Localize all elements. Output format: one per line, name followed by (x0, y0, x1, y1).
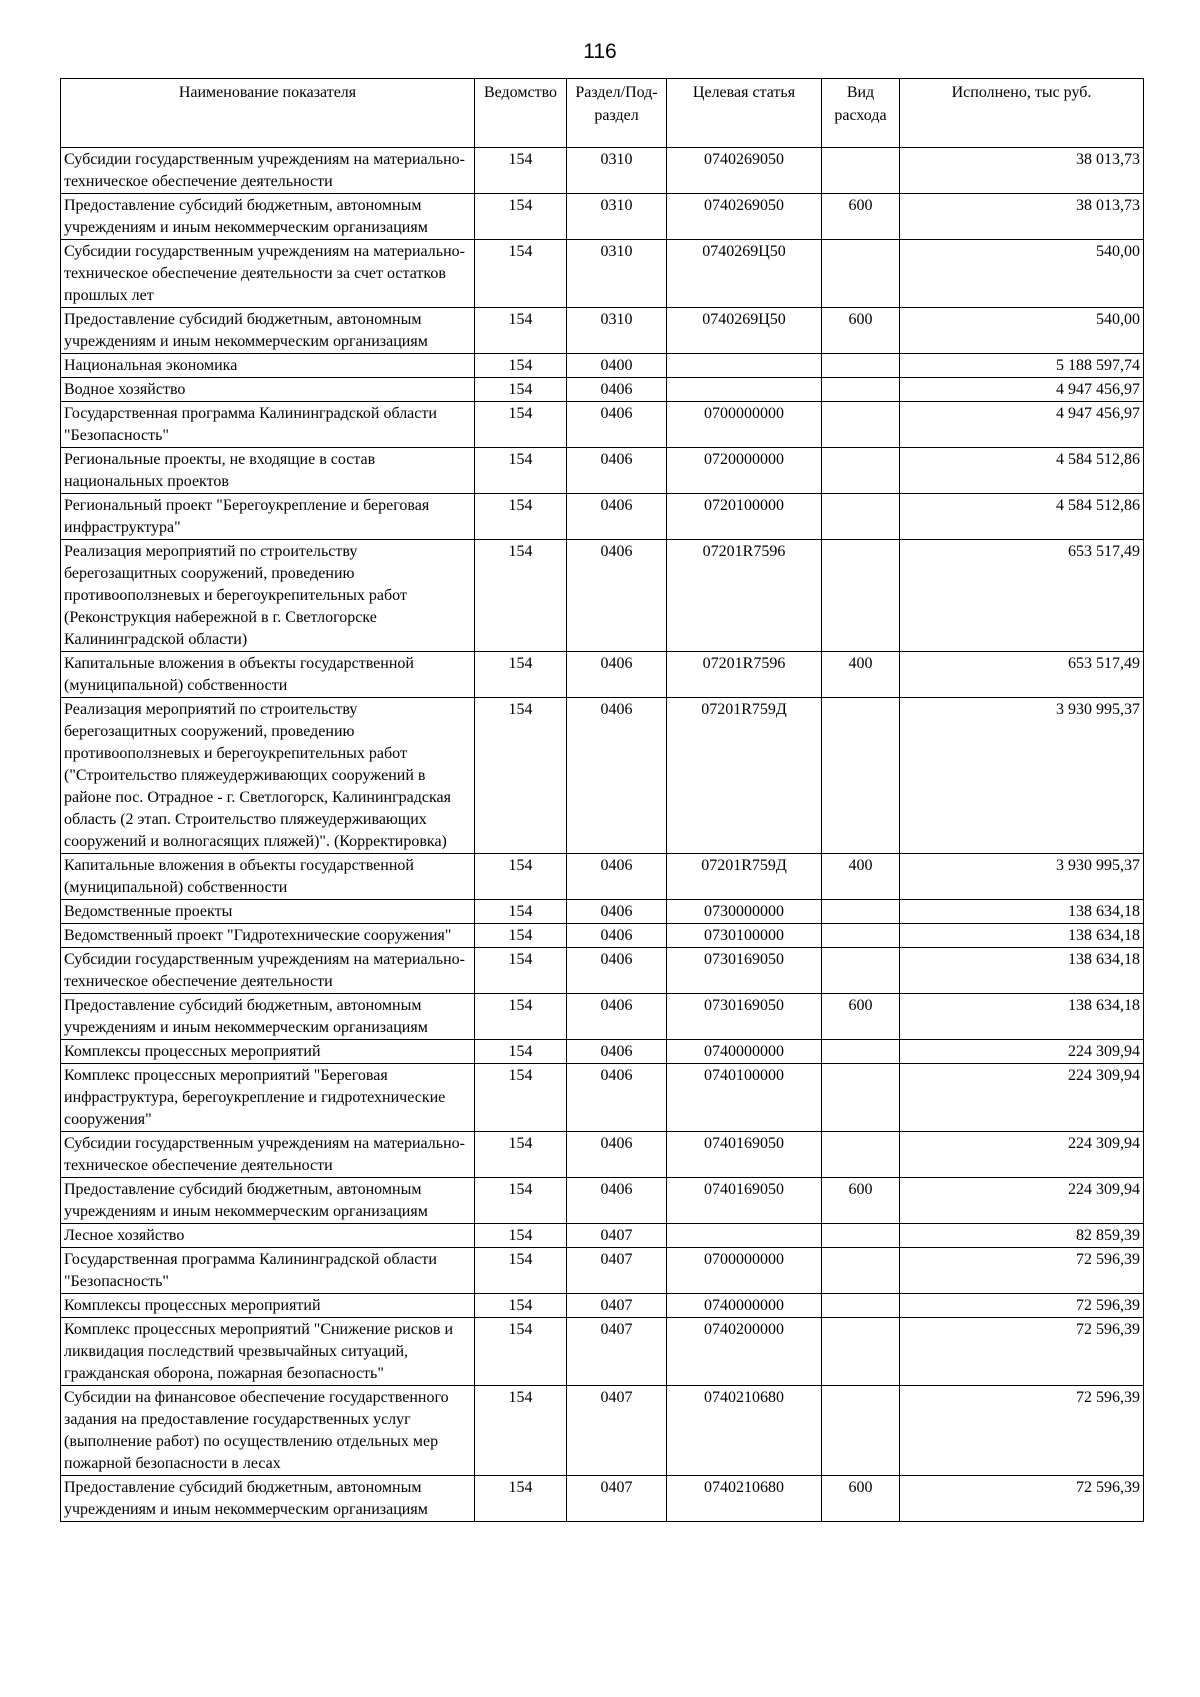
cell-type (822, 948, 900, 994)
cell-name: Ведомственные проекты (61, 900, 475, 924)
cell-section: 0406 (567, 994, 667, 1040)
cell-dept: 154 (475, 948, 567, 994)
cell-section: 0406 (567, 1178, 667, 1224)
table-row (61, 994, 1144, 1040)
cell-article: 0720100000 (667, 494, 822, 540)
cell-section: 0406 (567, 540, 667, 652)
cell-section: 0406 (567, 698, 667, 854)
cell-name: Субсидии на финансовое обеспечение государственного задания на предоставление государственных услуг (выполнение работ) по осуществлению отдельных мер пожарной безопасности в лесах (61, 1386, 475, 1476)
cell-type: 600 (822, 1476, 900, 1522)
cell-name: Субсидии государственным учреждениям на материально-техническое обеспечение деятельности (61, 1132, 475, 1178)
cell-dept: 154 (475, 1248, 567, 1294)
cell-name: Предоставление субсидий бюджетным, автономным учреждениям и иным некоммерческим организациям (61, 308, 475, 354)
cell-amount: 224 309,94 (900, 1064, 1144, 1132)
cell-name: Государственная программа Калининградской области "Безопасность" (61, 1248, 475, 1294)
cell-name: Предоставление субсидий бюджетным, автономным учреждениям и иным некоммерческим организациям (61, 994, 475, 1040)
cell-type (822, 448, 900, 494)
table-row (61, 1040, 1144, 1064)
cell-article: 0730000000 (667, 900, 822, 924)
cell-article: 0740269Ц50 (667, 308, 822, 354)
cell-dept: 154 (475, 378, 567, 402)
budget-table (60, 78, 1144, 1522)
cell-name: Комплекс процессных мероприятий "Береговая инфраструктура, берегоукрепление и гидротехнические сооружения" (61, 1064, 475, 1132)
cell-dept: 154 (475, 1294, 567, 1318)
cell-section: 0406 (567, 900, 667, 924)
cell-amount: 540,00 (900, 308, 1144, 354)
cell-dept: 154 (475, 652, 567, 698)
cell-name: Водное хозяйство (61, 378, 475, 402)
cell-section: 0407 (567, 1476, 667, 1522)
header-section: Раздел/Под-раздел (567, 79, 667, 148)
cell-article: 07201R759Д (667, 698, 822, 854)
table-row (61, 652, 1144, 698)
cell-type (822, 1386, 900, 1476)
cell-amount: 138 634,18 (900, 924, 1144, 948)
cell-amount: 4 584 512,86 (900, 494, 1144, 540)
cell-article: 0720000000 (667, 448, 822, 494)
cell-amount: 72 596,39 (900, 1386, 1144, 1476)
table-row (61, 1248, 1144, 1294)
cell-type (822, 900, 900, 924)
table-row (61, 240, 1144, 308)
cell-article: 0740100000 (667, 1064, 822, 1132)
header-name: Наименование показателя (61, 79, 475, 148)
header-article: Целевая статья (667, 79, 822, 148)
cell-section: 0400 (567, 354, 667, 378)
cell-dept: 154 (475, 1132, 567, 1178)
cell-section: 0310 (567, 148, 667, 194)
cell-name: Капитальные вложения в объекты государственной (муниципальной) собственности (61, 652, 475, 698)
table-row (61, 378, 1144, 402)
cell-type (822, 1132, 900, 1178)
table-row (61, 354, 1144, 378)
table-row (61, 1178, 1144, 1224)
cell-article: 0740000000 (667, 1294, 822, 1318)
cell-section: 0310 (567, 240, 667, 308)
cell-article: 0730100000 (667, 924, 822, 948)
cell-amount: 224 309,94 (900, 1132, 1144, 1178)
cell-name: Субсидии государственным учреждениям на материально-техническое обеспечение деятельности за счет остатков прошлых лет (61, 240, 475, 308)
cell-type (822, 1040, 900, 1064)
cell-name: Реализация мероприятий по строительству берегозащитных сооружений, проведению противооползневых и берегоукрепительных работ ("Строительство пляжеудерживающих сооружений в районе пос. Отрадное - г. Светлогорск, Калининградская область (2 этап. Строительство пляжеудерживающих сооружений и волногасящих пляжей)". (Корректировка) (61, 698, 475, 854)
cell-section: 0406 (567, 1064, 667, 1132)
cell-amount: 82 859,39 (900, 1224, 1144, 1248)
cell-amount: 72 596,39 (900, 1294, 1144, 1318)
cell-section: 0407 (567, 1224, 667, 1248)
cell-article: 0740210680 (667, 1476, 822, 1522)
cell-amount: 224 309,94 (900, 1178, 1144, 1224)
cell-amount: 4 947 456,97 (900, 402, 1144, 448)
table-row (61, 540, 1144, 652)
cell-section: 0406 (567, 854, 667, 900)
cell-article: 0740169050 (667, 1132, 822, 1178)
header-amount: Исполнено, тыс руб. (900, 79, 1144, 148)
cell-dept: 154 (475, 540, 567, 652)
cell-section: 0406 (567, 448, 667, 494)
cell-name: Лесное хозяйство (61, 1224, 475, 1248)
table-row (61, 1064, 1144, 1132)
table-row (61, 148, 1144, 194)
cell-amount: 138 634,18 (900, 994, 1144, 1040)
cell-section: 0407 (567, 1294, 667, 1318)
cell-type (822, 698, 900, 854)
cell-amount: 653 517,49 (900, 652, 1144, 698)
cell-amount: 5 188 597,74 (900, 354, 1144, 378)
cell-section: 0406 (567, 652, 667, 698)
cell-dept: 154 (475, 148, 567, 194)
cell-section: 0406 (567, 1040, 667, 1064)
cell-dept: 154 (475, 854, 567, 900)
cell-article: 0730169050 (667, 948, 822, 994)
cell-section: 0406 (567, 402, 667, 448)
cell-dept: 154 (475, 1040, 567, 1064)
cell-name: Предоставление субсидий бюджетным, автономным учреждениям и иным некоммерческим организациям (61, 1476, 475, 1522)
cell-name: Субсидии государственным учреждениям на материально-техническое обеспечение деятельности (61, 148, 475, 194)
cell-section: 0406 (567, 924, 667, 948)
cell-type: 400 (822, 854, 900, 900)
cell-dept: 154 (475, 194, 567, 240)
cell-article: 0740200000 (667, 1318, 822, 1386)
table-row (61, 1386, 1144, 1476)
page-number: 116 (583, 40, 617, 63)
table-row (61, 948, 1144, 994)
cell-type (822, 924, 900, 948)
cell-amount: 72 596,39 (900, 1318, 1144, 1386)
cell-type (822, 402, 900, 448)
cell-dept: 154 (475, 1318, 567, 1386)
cell-amount: 72 596,39 (900, 1476, 1144, 1522)
cell-dept: 154 (475, 494, 567, 540)
cell-dept: 154 (475, 1386, 567, 1476)
cell-name: Комплекс процессных мероприятий "Снижение рисков и ликвидация последствий чрезвычайных ситуаций, гражданская оборона, пожарная безопасность" (61, 1318, 475, 1386)
cell-name: Национальная экономика (61, 354, 475, 378)
cell-name: Региональный проект "Берегоукрепление и береговая инфраструктура" (61, 494, 475, 540)
cell-type: 600 (822, 994, 900, 1040)
table-row (61, 1132, 1144, 1178)
cell-type: 600 (822, 308, 900, 354)
cell-name: Предоставление субсидий бюджетным, автономным учреждениям и иным некоммерческим организациям (61, 1178, 475, 1224)
cell-dept: 154 (475, 924, 567, 948)
cell-dept: 154 (475, 1178, 567, 1224)
cell-article: 0740000000 (667, 1040, 822, 1064)
cell-article (667, 1224, 822, 1248)
cell-dept: 154 (475, 240, 567, 308)
table-row (61, 308, 1144, 354)
table-header-row (61, 79, 1144, 148)
cell-dept: 154 (475, 1476, 567, 1522)
cell-article: 0700000000 (667, 402, 822, 448)
cell-article: 07201R7596 (667, 652, 822, 698)
table-row (61, 1476, 1144, 1522)
cell-section: 0310 (567, 308, 667, 354)
cell-amount: 4 947 456,97 (900, 378, 1144, 402)
cell-section: 0406 (567, 378, 667, 402)
cell-type (822, 1224, 900, 1248)
cell-amount: 38 013,73 (900, 148, 1144, 194)
cell-type (822, 1294, 900, 1318)
cell-dept: 154 (475, 354, 567, 378)
cell-article: 0740269Ц50 (667, 240, 822, 308)
cell-dept: 154 (475, 1064, 567, 1132)
cell-name: Ведомственный проект "Гидротехнические сооружения" (61, 924, 475, 948)
table-row (61, 924, 1144, 948)
cell-type (822, 494, 900, 540)
cell-amount: 3 930 995,37 (900, 698, 1144, 854)
cell-type (822, 240, 900, 308)
cell-article: 0740269050 (667, 194, 822, 240)
cell-amount: 38 013,73 (900, 194, 1144, 240)
cell-article: 0740269050 (667, 148, 822, 194)
cell-amount: 72 596,39 (900, 1248, 1144, 1294)
cell-article: 07201R7596 (667, 540, 822, 652)
cell-amount: 540,00 (900, 240, 1144, 308)
cell-article: 07201R759Д (667, 854, 822, 900)
cell-section: 0407 (567, 1318, 667, 1386)
cell-name: Государственная программа Калининградской области "Безопасность" (61, 402, 475, 448)
cell-type: 600 (822, 1178, 900, 1224)
table-row (61, 402, 1144, 448)
cell-section: 0406 (567, 494, 667, 540)
table-row (61, 900, 1144, 924)
cell-section: 0407 (567, 1386, 667, 1476)
table-row (61, 194, 1144, 240)
cell-type (822, 1318, 900, 1386)
cell-name: Региональные проекты, не входящие в состав национальных проектов (61, 448, 475, 494)
cell-article: 0740210680 (667, 1386, 822, 1476)
cell-section: 0407 (567, 1248, 667, 1294)
table-row (61, 494, 1144, 540)
cell-name: Комплексы процессных мероприятий (61, 1294, 475, 1318)
table-row (61, 1294, 1144, 1318)
cell-article: 0740169050 (667, 1178, 822, 1224)
cell-name: Комплексы процессных мероприятий (61, 1040, 475, 1064)
cell-amount: 224 309,94 (900, 1040, 1144, 1064)
cell-article (667, 354, 822, 378)
header-dept: Ведомство (475, 79, 567, 148)
cell-dept: 154 (475, 900, 567, 924)
table-row (61, 448, 1144, 494)
header-type: Вид расхода (822, 79, 900, 148)
cell-type (822, 1248, 900, 1294)
cell-section: 0406 (567, 1132, 667, 1178)
cell-dept: 154 (475, 308, 567, 354)
cell-section: 0406 (567, 948, 667, 994)
cell-dept: 154 (475, 698, 567, 854)
cell-name: Капитальные вложения в объекты государственной (муниципальной) собственности (61, 854, 475, 900)
cell-article (667, 378, 822, 402)
cell-dept: 154 (475, 1224, 567, 1248)
cell-dept: 154 (475, 448, 567, 494)
table-row (61, 1318, 1144, 1386)
cell-dept: 154 (475, 994, 567, 1040)
cell-type (822, 148, 900, 194)
cell-type: 400 (822, 652, 900, 698)
table-row (61, 854, 1144, 900)
table-row (61, 698, 1144, 854)
cell-amount: 4 584 512,86 (900, 448, 1144, 494)
cell-type (822, 1064, 900, 1132)
cell-article: 0700000000 (667, 1248, 822, 1294)
cell-section: 0310 (567, 194, 667, 240)
cell-amount: 3 930 995,37 (900, 854, 1144, 900)
cell-amount: 138 634,18 (900, 948, 1144, 994)
cell-dept: 154 (475, 402, 567, 448)
cell-name: Предоставление субсидий бюджетным, автономным учреждениям и иным некоммерческим организациям (61, 194, 475, 240)
cell-type (822, 540, 900, 652)
cell-amount: 138 634,18 (900, 900, 1144, 924)
cell-type (822, 378, 900, 402)
cell-type: 600 (822, 194, 900, 240)
cell-name: Субсидии государственным учреждениям на материально-техническое обеспечение деятельности (61, 948, 475, 994)
table-body (61, 148, 1144, 1522)
cell-name: Реализация мероприятий по строительству берегозащитных сооружений, проведению противооползневых и берегоукрепительных работ (Реконструкция набережной в г. Светлогорске Калининградской области) (61, 540, 475, 652)
cell-type (822, 354, 900, 378)
cell-amount: 653 517,49 (900, 540, 1144, 652)
cell-article: 0730169050 (667, 994, 822, 1040)
table-row (61, 1224, 1144, 1248)
